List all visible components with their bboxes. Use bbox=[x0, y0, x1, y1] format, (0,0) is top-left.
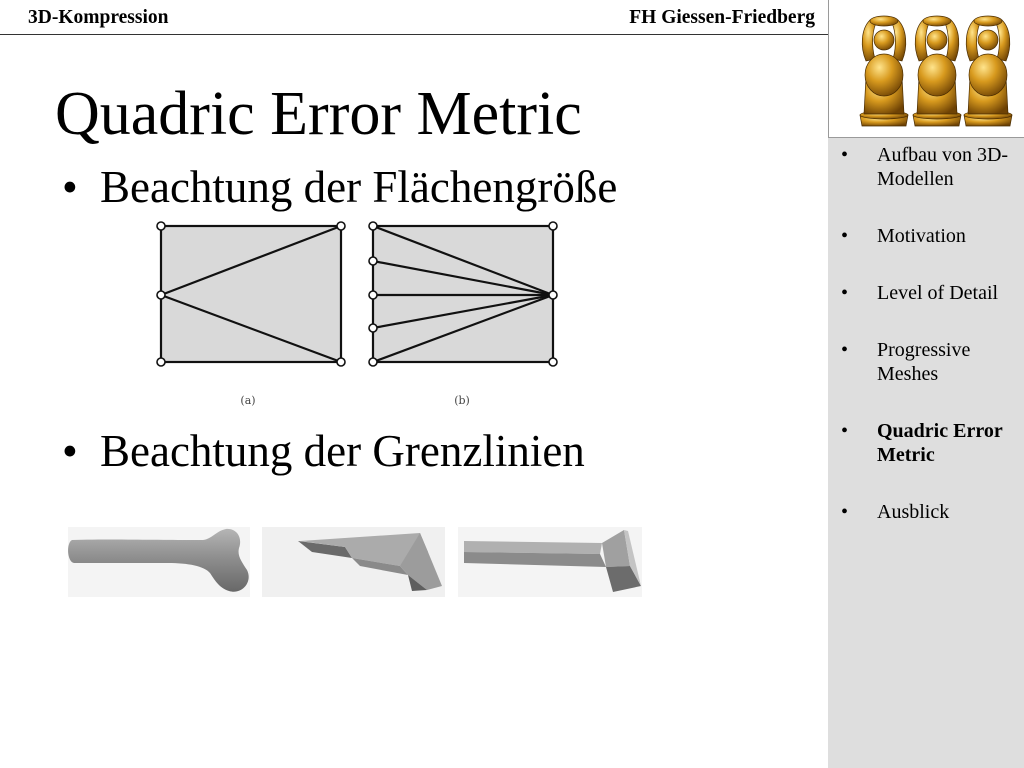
page-title: Quadric Error Metric bbox=[55, 80, 582, 148]
mesh-vertex bbox=[157, 291, 165, 299]
mesh-vertex bbox=[369, 291, 377, 299]
mesh-vertex bbox=[157, 222, 165, 230]
figure-label-a: (a) bbox=[240, 394, 256, 407]
header-divider bbox=[0, 34, 828, 35]
mesh-vertex bbox=[337, 358, 345, 366]
mesh-vertex bbox=[337, 222, 345, 230]
bullet-marker: • bbox=[62, 162, 78, 212]
buddha-statues-image bbox=[829, 0, 1024, 137]
mesh-vertex bbox=[549, 291, 557, 299]
mesh-vertex bbox=[157, 358, 165, 366]
header-institution: FH Giessen-Friedberg bbox=[629, 7, 815, 28]
bullet-marker: • bbox=[62, 426, 78, 476]
sidebar-bullet: • bbox=[841, 339, 849, 361]
sidebar-item-label: Progressive Meshes bbox=[877, 339, 971, 385]
sidebar-bullet: • bbox=[841, 225, 849, 247]
sidebar-item-ausblick bbox=[828, 500, 1015, 524]
bullet-text: Beachtung der Flächengröße bbox=[100, 162, 618, 212]
sidebar-item-label: Aufbau von 3D-Modellen bbox=[877, 144, 1009, 190]
sidebar-item-label: Ausblick bbox=[877, 501, 950, 523]
buddha-statue bbox=[913, 16, 961, 126]
mesh-panel-b bbox=[369, 222, 557, 407]
bone-image-simplified-poor bbox=[262, 527, 445, 597]
mesh-vertex bbox=[369, 257, 377, 265]
header-course-title: 3D-Kompression bbox=[28, 7, 169, 28]
sidebar-item-progressive-meshes bbox=[828, 338, 1015, 386]
bone-image-simplified-boundary-preserved bbox=[458, 527, 642, 597]
mesh-vertex bbox=[369, 222, 377, 230]
sidebar-item-label: Quadric Error Metric bbox=[877, 420, 1003, 466]
bullet-item bbox=[62, 162, 618, 212]
sidebar-item-label: Motivation bbox=[877, 225, 966, 247]
bone-image-original bbox=[68, 527, 250, 597]
boundary-figure bbox=[60, 520, 650, 605]
buddha-statue bbox=[860, 16, 908, 126]
sidebar-bullet: • bbox=[841, 282, 849, 304]
sidebar-outline bbox=[828, 138, 1024, 524]
mesh-face-region bbox=[161, 226, 341, 362]
sidebar-item-motivation bbox=[828, 224, 1015, 248]
sidebar-item-label: Level of Detail bbox=[877, 282, 999, 304]
mesh-vertex bbox=[369, 324, 377, 332]
figure-label-b: (b) bbox=[454, 394, 470, 407]
buddha-statue bbox=[964, 16, 1012, 126]
sidebar bbox=[828, 138, 1024, 768]
sidebar-item-aufbau bbox=[828, 143, 1015, 191]
sidebar-item-level-of-detail bbox=[828, 281, 1015, 305]
triangulation-figure bbox=[140, 210, 580, 410]
mesh-vertex bbox=[549, 222, 557, 230]
bullet-text: Beachtung der Grenzlinien bbox=[100, 426, 585, 476]
logo-panel bbox=[828, 0, 1024, 138]
sidebar-item-quadric-error-metric bbox=[828, 419, 1015, 467]
mesh-panel-a bbox=[157, 222, 345, 407]
sidebar-bullet: • bbox=[841, 501, 849, 523]
mesh-vertex bbox=[549, 358, 557, 366]
bullet-item bbox=[62, 426, 585, 476]
sidebar-bullet: • bbox=[841, 144, 849, 166]
sidebar-bullet: • bbox=[841, 420, 849, 442]
mesh-vertex bbox=[369, 358, 377, 366]
